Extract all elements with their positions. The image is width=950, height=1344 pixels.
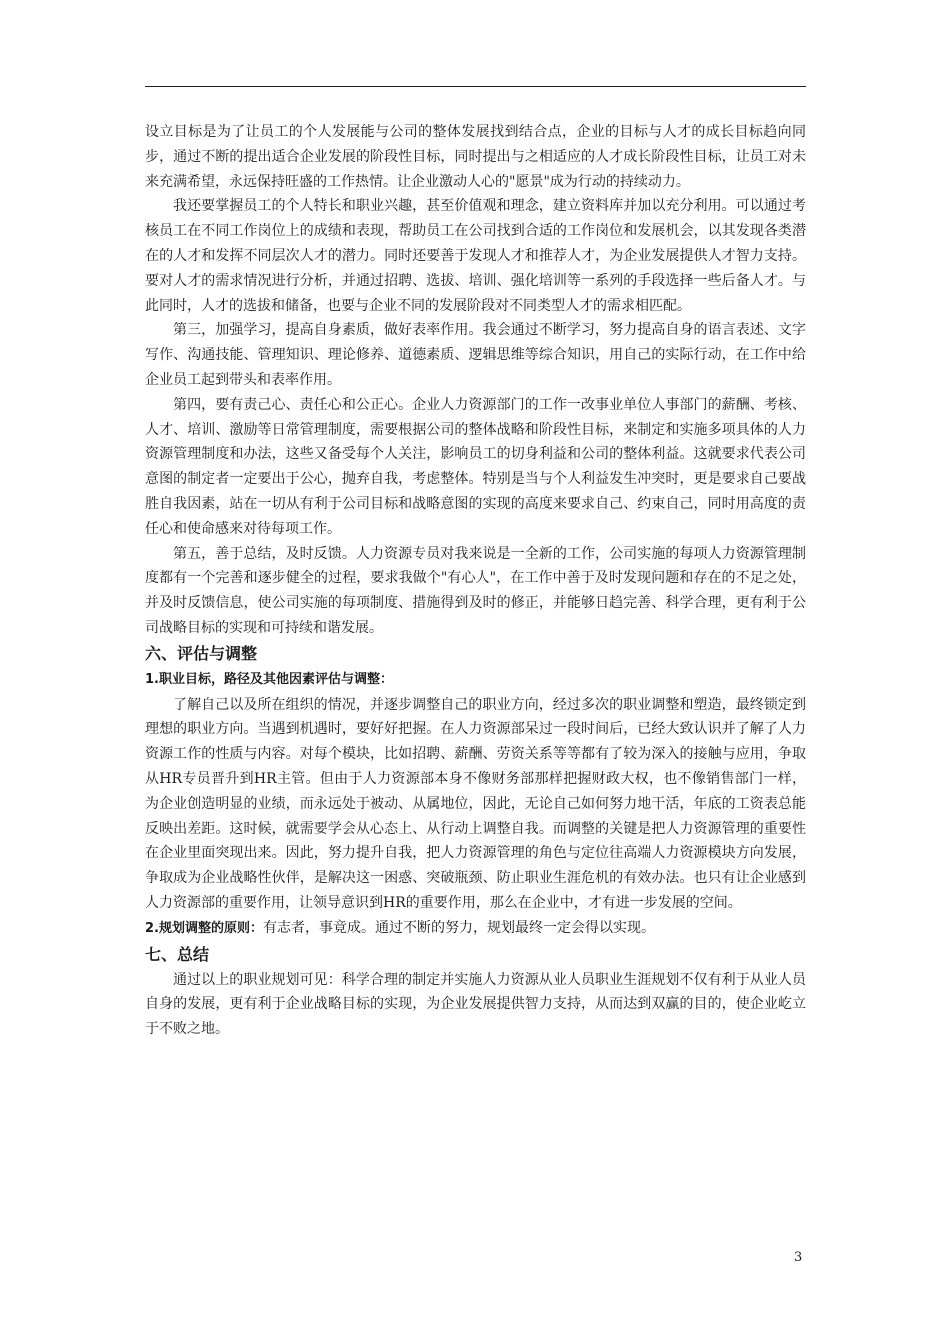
subheading-2-lead: 2.规划调整的原则： [145, 920, 263, 936]
paragraph-talent-database: 我还要掌握员工的个人特长和职业兴趣，甚至价值观和理念，建立资料库并加以充分利用。可以通过考核员工在不同工作岗位上的成绩和表现，帮助员工在公司找到合适的工作岗位和发展机会，以其发现各类潜在的人才和发挥不同层次人才的潜力。同时还要善于发现人才和推荐人才，为企业发展提供人才智力支持。要对人才的需求情况进行分析，并通过招聘、选拔、培训、强化培训等一系列的手段选择一些后备人才。与此同时，人才的选拔和储备，也要与企业不同的发展阶段对不同类型人才的需求相匹配。 [145, 198, 806, 314]
subheading-1-text: 1.职业目标，路径及其他因素评估与调整： [145, 671, 393, 687]
subheading-2-text: 有志者，事竟成。通过不断的努力，规划最终一定会得以实现。 [262, 919, 655, 936]
section-heading-evaluation: 六、评估与调整 [145, 643, 258, 663]
paragraph-adjustment: 了解自己以及所在组织的情况，并逐步调整自己的职业方向，经过多次的职业调整和塑造，最终锁定到理想的职业方向。当遇到机遇时，要好好把握。在人力资源部呆过一段时间后，已经大致认识并了解了人力资源工作的性质与内容。对每个模块，比如招聘、薪酬、劳资关系等等都有了较为深入的接触与应用，争取从HR专员晋升到HR主管。但由于人力资源部本身不像财务部那样把握财政大权，也不像销售部门一样，为企业创造明显的业绩，而永远处于被动、从属地位，因此，无论自己如何努力地干活，年底的工资表总能反映出差距。这时候，就需要学会从心态上、从行动上调整自我。而调整的关键是把人力资源管理的重要性在企业里面突现出来。因此，努力提升自我，把人力资源管理的角色与定位往高端人力资源模块方向发展，争取成为企业战略性伙伴，是解决这一困惑、突破瓶颈、防止职业生涯危机的有效办法。也只有让企业感到人力资源部的重要作用，让领导意识到HR的重要作用，那么在企业中，才有进一步发展的空间。 [145, 696, 806, 911]
paragraph-goals: 设立目标是为了让员工的个人发展能与公司的整体发展找到结合点，企业的目标与人才的成长目标趋向同步，通过不断的提出适合企业发展的阶段性目标，同时提出与之相适应的人才成长阶段性目标，让员工对未来充满希望，永远保持旺盛的工作热情。让企业激动人心的"愿景"成为行动的持续动力。 [145, 124, 806, 190]
header-rule [145, 86, 806, 87]
document-body [145, 120, 806, 1042]
paragraph-fifth-feedback: 第五，善于总结，及时反馈。人力资源专员对我来说是一全新的工作，公司实施的每项人力资源管理制度都有一个完善和逐步健全的过程，要求我做个"有心人"，在工作中善于及时发现问题和存在的不足之处，并及时反馈信息，使公司实施的每项制度、措施得到及时的修正，并能够日趋完善、科学合理，更有利于公司战略目标的实现和可持续和谐发展。 [145, 545, 806, 636]
paragraph-summary: 通过以上的职业规划可见：科学合理的制定并实施人力资源从业人员职业生涯规划不仅有利于从业人员自身的发展，更有利于企业战略目标的实现，为企业发展提供智力支持，从而达到双赢的目的，使企业屹立于不败之地。 [145, 971, 806, 1038]
section-heading-summary: 七、总结 [145, 944, 210, 964]
paragraph-fourth-responsibility: 第四，要有责己心、责任心和公正心。企业人力资源部门的工作一改事业单位人事部门的薪酬、考核、人才、培训、激励等日常管理制度，需要根据公司的整体战略和阶段性目标，来制定和实施多项具体的人力资源管理制度和办法，这些又备受每个人关注，影响员工的切身利益和公司的整体利益。这就要求代表公司意图的制定者一定要出于公心，抛弃自我，考虑整体。特别是当与个人利益发生冲突时，更是要求自己要战胜自我因素，站在一切从有利于公司目标和战略意图的实现的高度来要求自己、约束自己，同时用高度的责任心和使命感来对待每项工作。 [145, 396, 806, 537]
paragraph-adjustment-principle [145, 916, 806, 942]
page-number: 3 [794, 1250, 803, 1265]
subheading-career-goal-evaluation [145, 667, 806, 693]
paragraph-third-learning: 第三，加强学习，提高自身素质，做好表率作用。我会通过不断学习，努力提高自身的语言表述、文字写作、沟通技能、管理知识、理论修养、道德素质、逻辑思维等综合知识，用自己的实际行动，在工作中给企业员工起到带头和表率作用。 [145, 322, 806, 388]
